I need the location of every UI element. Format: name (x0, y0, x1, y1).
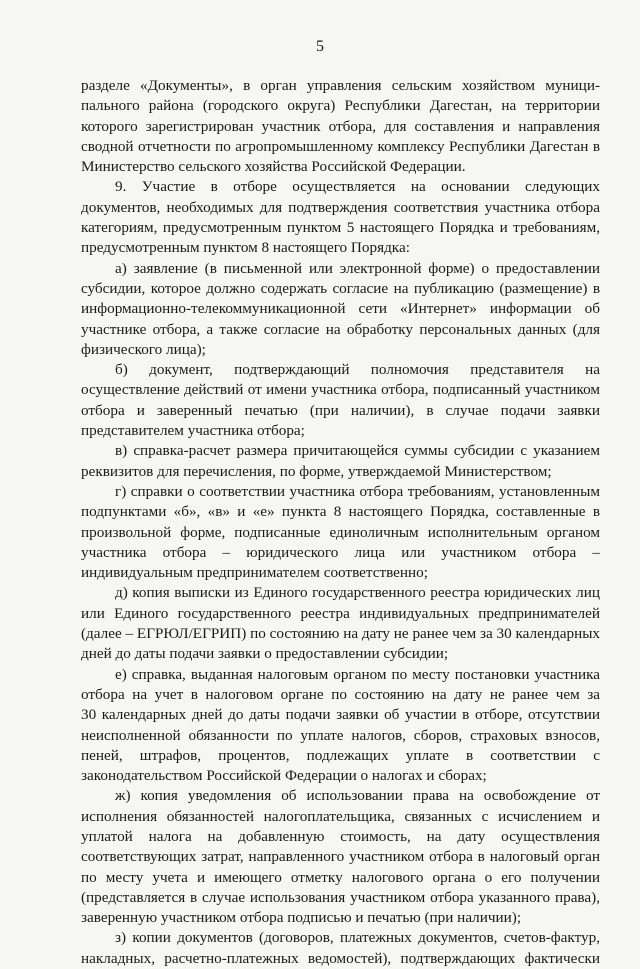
text-line: произвольной форме, подписанные единоличным исполнительным органом (81, 523, 600, 541)
text-line: а) заявление (в письменной или электронной форме) о предоставлении (115, 259, 600, 277)
text-line: реквизитов для перечисления, по форме, утверждаемой Министерством; (81, 462, 552, 480)
text-line: 30 календарных дней до даты подачи заявки об участии в отборе, отсутствии (81, 706, 600, 724)
text-line: 9. Участие в отборе осуществляется на основании следующих (115, 178, 600, 196)
text-line: индивидуальным предпринимателем соответственно; (81, 564, 428, 582)
text-line: г) справки о соответствии участника отбора требованиям, установленным (115, 482, 600, 500)
text-line: уплатой налога на добавленную стоимость, на дату осуществления (81, 827, 600, 845)
text-line: законодательством Российской Федерации о налогах и сборах; (81, 767, 487, 785)
text-line: б) документ, подтверждающий полномочия представителя на (115, 361, 600, 379)
text-line: участника отбора – юридического лица или участником отбора – (81, 543, 600, 561)
text-line: представителем участника отбора; (81, 422, 305, 440)
text-line: пального района (городского округа) Республики Дагестан, на территории (81, 97, 600, 115)
text-line: разделе «Документы», в орган управления сельским хозяйством муници- (81, 77, 600, 94)
text-line: осуществление действий от имени участника отбора, подписанный участником (81, 381, 600, 399)
text-line: (представляется в случае использования участником отбора указанного права), (81, 888, 600, 906)
text-line: в) справка-расчет размера причитающейся суммы субсидии с указанием (115, 442, 600, 460)
text-line: подпунктами «б», «в» и «е» пункта 8 настоящего Порядка, составленные в (81, 503, 600, 521)
text-line: отбора и заверенный печатью (при наличии), в случае подачи заявки (81, 401, 600, 419)
text-line: предусмотренным пунктом 8 настоящего Порядка: (81, 239, 410, 257)
text-line: по месту учета и имеющего отметку налогового органа о его получении (81, 868, 600, 886)
page-number: 5 (316, 38, 324, 55)
text-line: (далее – ЕГРЮЛ/ЕГРИП) по состоянию на дату не ранее чем за 30 календарных (81, 625, 600, 643)
text-line: з) копии документов (договоров, платежных документов, счетов-фактур, (115, 929, 600, 947)
text-line: отбора на учет в налоговом органе по состоянию на дату не ранее чем за (81, 685, 600, 703)
text-line: физического лица); (81, 340, 206, 358)
text-line: субсидии, которое должно содержать согласие на публикацию (размещение) в (81, 279, 600, 297)
text-line: исполнения обязанностей налогоплательщика, связанных с исчислением и (81, 807, 600, 825)
text-line: Министерство сельского хозяйства Российской Федерации. (81, 158, 466, 176)
text-line: заверенную участником отбора подписью и печатью (при наличии); (81, 909, 522, 927)
text-line: сводной отчетности по агропромышленному комплексу Республики Дагестан в (81, 137, 600, 155)
text-line: категориям, предусмотренным пунктом 5 настоящего Порядка и требованиям, (81, 219, 600, 237)
document-body (81, 76, 600, 969)
text-line: которого зарегистрирован участник отбора, для составления и направления (81, 117, 600, 135)
text-line: документов, необходимых для подтверждения соответствия участника отбора (81, 198, 600, 216)
text-line: неисполненной обязанности по уплате налогов, сборов, страховых взносов, (81, 726, 600, 744)
text-line: дней до даты подачи заявки о предоставлении субсидии; (81, 645, 449, 663)
text-line: участнике отбора, а также согласие на обработку персональных данных (для (81, 320, 600, 338)
text-line: д) копия выписки из Единого государственного реестра юридических лиц (115, 584, 600, 602)
text-line: или Единого государственного реестра индивидуальных предпринимателей (81, 604, 600, 622)
text-line: е) справка, выданная налоговым органом по месту постановки участника (115, 665, 600, 683)
text-line: соответствующих затрат, направленного участником отбора в налоговый орган (81, 848, 600, 866)
text-line: информационно-телекоммуникационной сети «Интернет» информации об (81, 300, 600, 318)
text-line: ж) копия уведомления об использовании права на освобождение от (115, 787, 600, 805)
text-line: накладных, расчетно-платежных ведомостей), подтверждающих фактически (81, 949, 600, 967)
text-line: пеней, штрафов, процентов, подлежащих уплате в соответствии с (81, 746, 600, 764)
